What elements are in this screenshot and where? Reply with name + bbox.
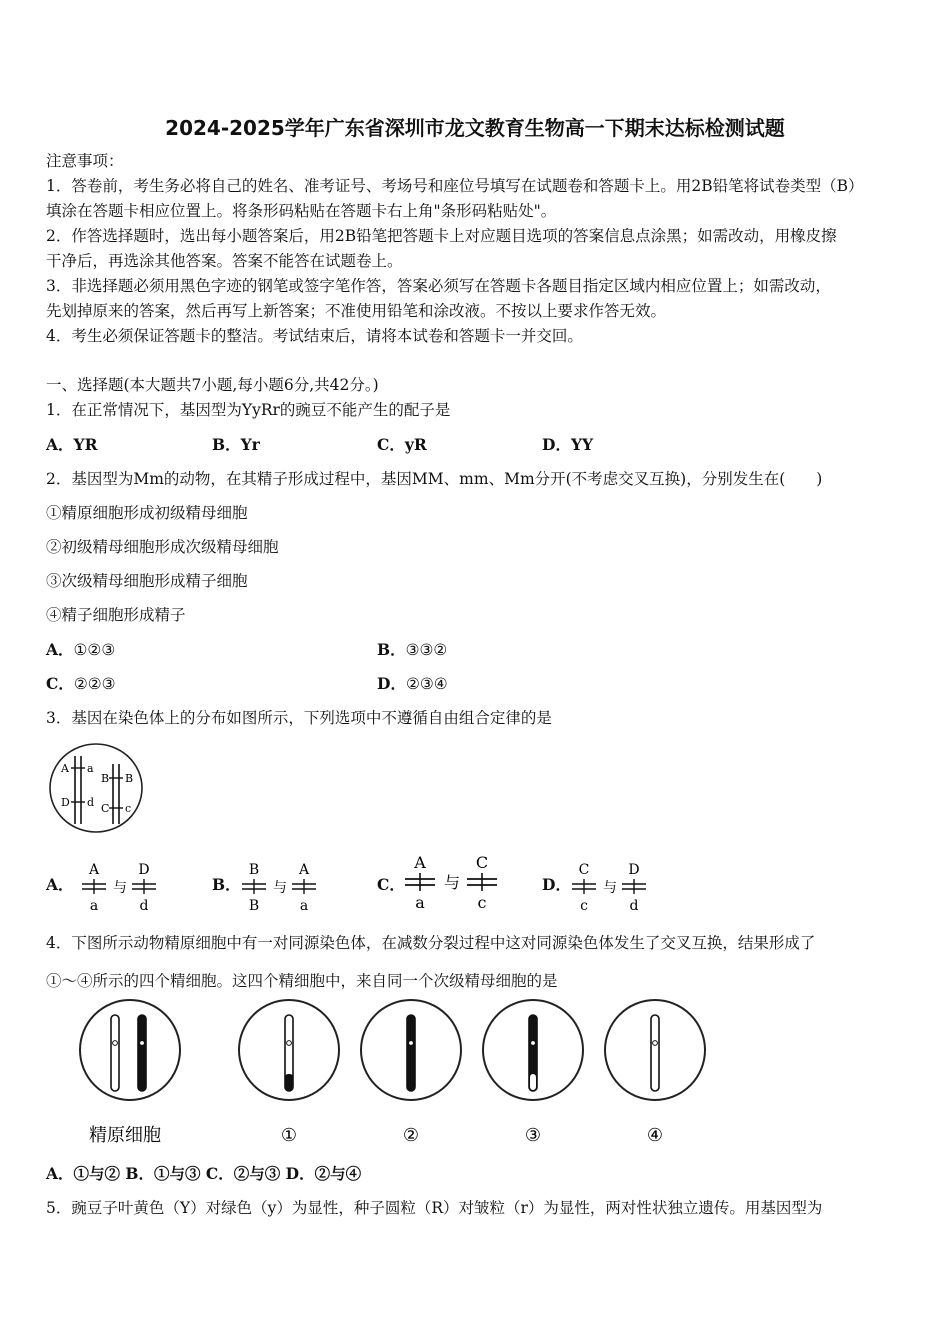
q1-option-a: A．YR bbox=[46, 435, 98, 454]
q3-option-c-figure bbox=[402, 850, 506, 916]
gene-label: B bbox=[125, 772, 134, 785]
svg-text:与: 与 bbox=[113, 880, 127, 896]
cell-label: ④ bbox=[646, 1125, 664, 1146]
notice-line: 2．作答选择题时，选出每小题答案后，用2B铅笔把答题卡上对应题目选项的答案信息点涂黑；如需改动，用橡皮擦 bbox=[46, 227, 837, 245]
q1-stem: 1．在正常情况下，基因型为YyRr的豌豆不能产生的配子是 bbox=[46, 401, 451, 419]
sperm-cell-1 bbox=[239, 1000, 339, 1100]
q3-option-d: D． bbox=[542, 875, 571, 894]
gene-label: C bbox=[101, 802, 110, 815]
q2-item: ④精子细胞形成精子 bbox=[46, 606, 186, 624]
q2-item: ②初级精母细胞形成次级精母细胞 bbox=[46, 538, 279, 556]
notice-line: 1．答卷前，考生务必将自己的姓名、准考证号、考场号和座位号填写在试题卷和答题卡上。用2B铅笔将试卷类型（B） bbox=[46, 177, 864, 195]
cell-label: ② bbox=[402, 1125, 420, 1146]
sperm-cell-3 bbox=[483, 1000, 583, 1100]
q2-item: ③次级精母细胞形成精子细胞 bbox=[46, 572, 248, 590]
q2-item: ①精原细胞形成初级精母细胞 bbox=[46, 504, 248, 522]
svg-text:d: d bbox=[139, 898, 149, 914]
notice-line: 4．考生必须保证答题卡的整洁。考试结束后，请将本试卷和答题卡一并交回。 bbox=[46, 327, 583, 345]
cell-label: 精原细胞 bbox=[89, 1125, 161, 1146]
q1-option-b: B．Yr bbox=[212, 435, 260, 454]
svg-text:与: 与 bbox=[603, 880, 617, 896]
svg-text:c: c bbox=[580, 898, 588, 914]
q4-options: A．①与② B．①与③ C．②与③ D．②与④ bbox=[46, 1164, 362, 1183]
svg-text:与: 与 bbox=[443, 873, 461, 892]
svg-text:A: A bbox=[414, 853, 426, 872]
svg-text:A: A bbox=[88, 862, 100, 878]
svg-text:D: D bbox=[138, 862, 150, 878]
svg-text:C: C bbox=[578, 862, 590, 878]
svg-text:a: a bbox=[415, 893, 425, 912]
sperm-cell-4 bbox=[605, 1000, 705, 1100]
page-title: 2024-2025学年广东省深圳市龙文教育生物高一下期末达标检测试题 bbox=[165, 116, 785, 140]
q3-option-b: B． bbox=[212, 875, 241, 894]
q3-option-c: C． bbox=[377, 875, 405, 894]
q2-option-b: B．③③② bbox=[377, 640, 448, 659]
q2-stem: 2．基因型为Mm的动物，在其精子形成过程中，基因MM、mm、Mm分开(不考虑交叉互换)，分别发生在( ) bbox=[46, 470, 823, 488]
sperm-cell-2 bbox=[361, 1000, 461, 1100]
gene-label: d bbox=[87, 796, 95, 809]
gene-label: D bbox=[61, 796, 70, 809]
gene-label: B bbox=[101, 772, 110, 785]
gene-label: A bbox=[61, 762, 69, 775]
notice-line: 3．非选择题必须用黑色字迹的钢笔或签字笔作答，答案必须写在答题卡各题目指定区域内相应位置上；如需改动， bbox=[46, 277, 831, 295]
q2-option-a: A．①②③ bbox=[46, 640, 116, 659]
q3-option-d-figure bbox=[568, 858, 653, 916]
q3-option-a: A． bbox=[46, 875, 74, 894]
svg-text:与: 与 bbox=[273, 880, 287, 896]
q1-option-c: C．yR bbox=[377, 435, 427, 454]
q1-option-d: D．YY bbox=[542, 435, 594, 454]
svg-text:B: B bbox=[248, 862, 260, 878]
q3-option-b-figure bbox=[238, 858, 323, 916]
q3-option-a-figure bbox=[78, 858, 163, 916]
q4-stem: 4．下图所示动物精原细胞中有一对同源染色体，在减数分裂过程中这对同源染色体发生了交叉互换，结果形成了 bbox=[46, 934, 816, 952]
q4-cells-figure bbox=[70, 998, 720, 1150]
gene-label: c bbox=[125, 802, 132, 815]
svg-text:c: c bbox=[477, 893, 487, 912]
spermatogonium-cell bbox=[80, 1000, 180, 1100]
section-heading: 一、选择题(本大题共7小题,每小题6分,共42分。) bbox=[46, 376, 379, 394]
gene-label: a bbox=[87, 762, 94, 775]
svg-text:B: B bbox=[248, 898, 260, 914]
q5-stem: 5．豌豆子叶黄色（Y）对绿色（y）为显性，种子圆粒（R）对皱粒（r）为显性，两对性状独立遗传。用基因型为 bbox=[46, 1199, 823, 1217]
notice-heading: 注意事项： bbox=[46, 152, 124, 170]
svg-text:C: C bbox=[475, 853, 489, 872]
q2-option-d: D．②③④ bbox=[377, 674, 448, 693]
cell-label: ① bbox=[280, 1125, 298, 1146]
notice-line: 干净后，再选涂其他答案。答案不能答在试题卷上。 bbox=[46, 252, 403, 270]
q3-stem: 3．基因在染色体上的分布如图所示，下列选项中不遵循自由组合定律的是 bbox=[46, 709, 552, 727]
svg-text:a: a bbox=[299, 898, 309, 914]
svg-text:A: A bbox=[298, 862, 310, 878]
svg-text:D: D bbox=[628, 862, 640, 878]
q3-chromosome-figure bbox=[46, 740, 146, 836]
cell-label: ③ bbox=[524, 1125, 542, 1146]
notice-line: 先划掉原来的答案，然后再写上新答案；不准使用铅笔和涂改液。不按以上要求作答无效。 bbox=[46, 302, 667, 320]
svg-text:a: a bbox=[89, 898, 99, 914]
q2-option-c: C．②②③ bbox=[46, 674, 116, 693]
svg-text:d: d bbox=[629, 898, 639, 914]
q4-stem: ①～④所示的四个精细胞。这四个精细胞中，来自同一个次级精母细胞的是 bbox=[46, 972, 558, 990]
notice-line: 填涂在答题卡相应位置上。将条形码粘贴在答题卡右上角"条形码粘贴处"。 bbox=[46, 202, 557, 220]
